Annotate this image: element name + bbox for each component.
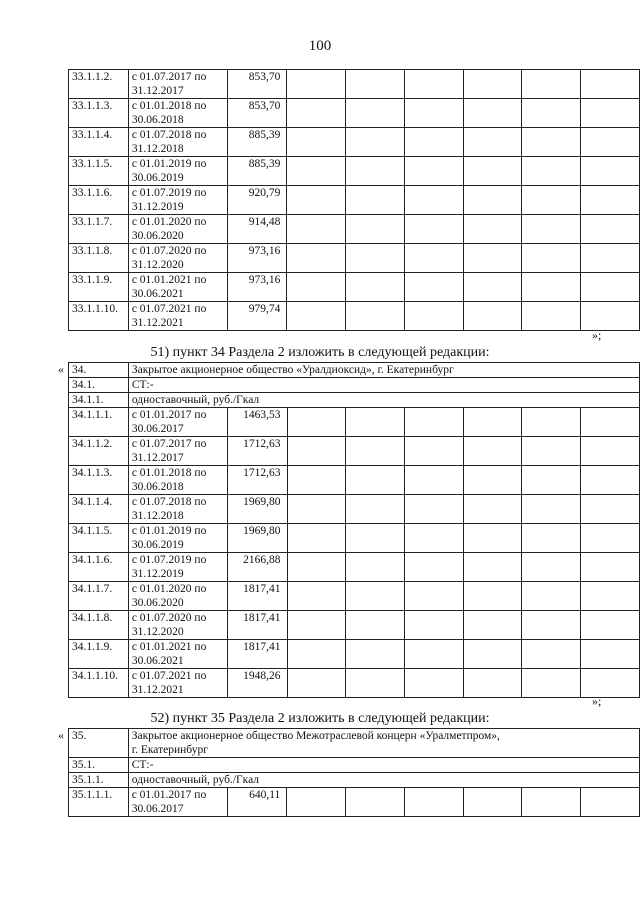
- row-period: [128, 408, 227, 437]
- tariff-code: 34.1.1.: [69, 393, 129, 408]
- empty-cell: [522, 582, 581, 611]
- close-quote: »;: [592, 328, 602, 342]
- empty-cell: [463, 128, 522, 157]
- empty-cell: [287, 466, 346, 495]
- empty-cell: [404, 157, 463, 186]
- empty-cell: [404, 273, 463, 302]
- empty-cell: [581, 128, 640, 157]
- empty-cell: [287, 99, 346, 128]
- row-code: 34.1.1.4.: [69, 495, 129, 524]
- table-row: [69, 466, 640, 495]
- empty-cell: [581, 408, 640, 437]
- row-period: [128, 186, 227, 215]
- row-period: [128, 582, 227, 611]
- empty-cell: [287, 553, 346, 582]
- row-code: 34.1.1.10.: [69, 669, 129, 698]
- empty-cell: [346, 157, 405, 186]
- row-period: [128, 611, 227, 640]
- row-period: [128, 99, 227, 128]
- row-code: 34.1.1.2.: [69, 437, 129, 466]
- empty-cell: [404, 70, 463, 99]
- empty-cell: [287, 640, 346, 669]
- row-code: 34.1.1.6.: [69, 553, 129, 582]
- period-end: 31.12.2019: [131, 568, 184, 580]
- row-code: 33.1.1.6.: [69, 186, 129, 215]
- row-value: 1463,53: [227, 408, 287, 437]
- empty-cell: [581, 302, 640, 331]
- empty-cell: [581, 273, 640, 302]
- empty-cell: [346, 553, 405, 582]
- period-start: с 01.01.2020 по: [131, 583, 207, 595]
- period-start: с 01.01.2017 по: [131, 789, 207, 801]
- table-row: [69, 128, 640, 157]
- row-value: 853,70: [227, 70, 287, 99]
- empty-cell: [404, 788, 463, 817]
- empty-cell: [405, 611, 464, 640]
- empty-cell: [463, 553, 522, 582]
- empty-cell: [287, 495, 346, 524]
- empty-cell: [287, 215, 346, 244]
- empty-cell: [522, 128, 581, 157]
- empty-cell: [346, 302, 405, 331]
- empty-cell: [581, 215, 640, 244]
- period-start: с 01.01.2019 по: [131, 525, 207, 537]
- row-value: 914,48: [227, 215, 287, 244]
- table-row: [69, 553, 640, 582]
- period-end: 30.06.2020: [131, 230, 184, 242]
- empty-cell: [581, 186, 640, 215]
- empty-cell: [522, 437, 581, 466]
- period-end: 30.06.2020: [131, 597, 184, 609]
- empty-cell: [463, 244, 522, 273]
- org-name-line1: Закрытое акционерное общество Межотраслевой концерн «Уралметпром»,: [131, 730, 500, 742]
- period-start: с 01.07.2018 по: [131, 129, 207, 141]
- org-code: 34.: [69, 363, 129, 378]
- row-code: 33.1.1.3.: [69, 99, 129, 128]
- empty-cell: [522, 302, 581, 331]
- row-period: [128, 640, 227, 669]
- period-start: с 01.07.2020 по: [131, 245, 207, 257]
- empty-cell: [287, 128, 346, 157]
- table-row: [69, 157, 640, 186]
- empty-cell: [287, 582, 346, 611]
- empty-cell: [287, 244, 346, 273]
- row-code: 33.1.1.8.: [69, 244, 129, 273]
- table-row: [69, 215, 640, 244]
- row-code: 33.1.1.4.: [69, 128, 129, 157]
- empty-cell: [287, 437, 346, 466]
- period-end: 31.12.2020: [131, 259, 184, 271]
- empty-cell: [405, 466, 464, 495]
- empty-cell: [463, 273, 522, 302]
- period-end: 31.12.2018: [131, 510, 184, 522]
- row-code: 34.1.1.5.: [69, 524, 129, 553]
- org-name: Закрытое акционерное общество «Уралдиоксид», г. Екатеринбург: [128, 363, 639, 378]
- table-row: [69, 244, 640, 273]
- tariff-table-35: [68, 728, 640, 817]
- period-start: с 01.07.2019 по: [131, 187, 207, 199]
- org-row: [69, 363, 640, 378]
- empty-cell: [346, 788, 405, 817]
- empty-cell: [463, 611, 522, 640]
- empty-cell: [463, 437, 522, 466]
- empty-cell: [404, 99, 463, 128]
- row-value: 920,79: [227, 186, 287, 215]
- period-end: 31.12.2020: [131, 626, 184, 638]
- row-value: 1817,41: [227, 611, 287, 640]
- tariff-label: одноставочный, руб./Гкал: [128, 393, 639, 408]
- row-code: 33.1.1.7.: [69, 215, 129, 244]
- empty-cell: [581, 669, 640, 698]
- empty-cell: [346, 466, 405, 495]
- row-code: 33.1.1.2.: [69, 70, 129, 99]
- empty-cell: [522, 524, 581, 553]
- empty-cell: [581, 99, 640, 128]
- table-row: [69, 302, 640, 331]
- row-code: 35.1.1.1.: [69, 788, 129, 817]
- row-period: [128, 128, 227, 157]
- row-value: 979,74: [227, 302, 287, 331]
- table-row: [69, 437, 640, 466]
- row-value: 853,70: [227, 99, 287, 128]
- row-period: [128, 244, 227, 273]
- period-end: 31.12.2017: [131, 452, 184, 464]
- empty-cell: [522, 215, 581, 244]
- empty-cell: [346, 99, 405, 128]
- sub-label: СТ:-: [128, 758, 639, 773]
- empty-cell: [522, 788, 581, 817]
- period-start: с 01.01.2019 по: [131, 158, 207, 170]
- table-row: [69, 669, 640, 698]
- empty-cell: [463, 186, 522, 215]
- table-row: [69, 611, 640, 640]
- heading-item-52: 52) пункт 35 Раздела 2 изложить в следующей редакции:: [150, 711, 490, 726]
- empty-cell: [346, 273, 405, 302]
- empty-cell: [522, 186, 581, 215]
- empty-cell: [581, 495, 640, 524]
- empty-cell: [522, 640, 581, 669]
- empty-cell: [522, 611, 581, 640]
- empty-cell: [581, 70, 640, 99]
- period-end: 31.12.2018: [131, 143, 184, 155]
- period-end: 30.06.2021: [131, 655, 184, 667]
- row-code: 34.1.1.7.: [69, 582, 129, 611]
- period-end: 30.06.2021: [131, 288, 184, 300]
- empty-cell: [463, 466, 522, 495]
- tariff-code: 35.1.1.: [69, 773, 129, 788]
- table-row: [69, 788, 640, 817]
- empty-cell: [346, 215, 405, 244]
- tariff-table-33: [68, 69, 640, 331]
- empty-cell: [287, 611, 346, 640]
- row-value: 973,16: [227, 273, 287, 302]
- row-code: 33.1.1.10.: [69, 302, 129, 331]
- period-start: с 01.01.2021 по: [131, 274, 207, 286]
- tariff-table-34: [68, 362, 640, 698]
- empty-cell: [581, 466, 640, 495]
- period-end: 31.12.2021: [131, 317, 184, 329]
- row-period: [128, 70, 227, 99]
- period-end: 30.06.2019: [131, 539, 184, 551]
- empty-cell: [287, 524, 346, 553]
- empty-cell: [405, 524, 464, 553]
- sub-row: [69, 378, 640, 393]
- empty-cell: [346, 128, 405, 157]
- empty-cell: [522, 466, 581, 495]
- empty-cell: [463, 640, 522, 669]
- heading-item-51: 51) пункт 34 Раздела 2 изложить в следующей редакции:: [150, 345, 490, 360]
- row-value: 1969,80: [227, 495, 287, 524]
- row-value: 973,16: [227, 244, 287, 273]
- empty-cell: [581, 553, 640, 582]
- org-name: [128, 729, 639, 758]
- empty-cell: [404, 215, 463, 244]
- period-start: с 01.07.2017 по: [131, 438, 207, 450]
- period-end: 30.06.2017: [131, 423, 184, 435]
- empty-cell: [405, 553, 464, 582]
- empty-cell: [287, 408, 346, 437]
- sub-row: [69, 758, 640, 773]
- row-value: 1817,41: [227, 640, 287, 669]
- empty-cell: [522, 408, 581, 437]
- empty-cell: [405, 437, 464, 466]
- table-row: [69, 70, 640, 99]
- row-period: [128, 302, 227, 331]
- period-start: с 01.01.2021 по: [131, 641, 207, 653]
- empty-cell: [287, 186, 346, 215]
- row-code: 34.1.1.3.: [69, 466, 129, 495]
- row-value: 885,39: [227, 128, 287, 157]
- table-row: [69, 99, 640, 128]
- sub-code: 35.1.: [69, 758, 129, 773]
- tariff-type-row: [69, 393, 640, 408]
- org-name-line2: г. Екатеринбург: [131, 744, 208, 756]
- empty-cell: [522, 669, 581, 698]
- period-end: 30.06.2018: [131, 114, 184, 126]
- empty-cell: [287, 70, 346, 99]
- tariff-label: одноставочный, руб./Гкал: [128, 773, 639, 788]
- empty-cell: [463, 669, 522, 698]
- period-end: 31.12.2021: [131, 684, 184, 696]
- empty-cell: [405, 408, 464, 437]
- empty-cell: [522, 273, 581, 302]
- empty-cell: [581, 437, 640, 466]
- period-start: с 01.07.2018 по: [131, 496, 207, 508]
- row-period: [128, 466, 227, 495]
- row-value: 1712,63: [227, 437, 287, 466]
- period-end: 31.12.2019: [131, 201, 184, 213]
- table-row: [69, 640, 640, 669]
- table-row: [69, 524, 640, 553]
- row-code: 34.1.1.8.: [69, 611, 129, 640]
- period-start: с 01.01.2018 по: [131, 100, 207, 112]
- period-start: с 01.01.2018 по: [131, 467, 207, 479]
- empty-cell: [581, 524, 640, 553]
- row-value: 1969,80: [227, 524, 287, 553]
- row-value: 1948,26: [227, 669, 287, 698]
- empty-cell: [463, 215, 522, 244]
- row-period: [128, 788, 227, 817]
- empty-cell: [346, 640, 405, 669]
- tariff-type-row: [69, 773, 640, 788]
- row-value: 2166,88: [227, 553, 287, 582]
- empty-cell: [346, 495, 405, 524]
- table-row: [69, 186, 640, 215]
- empty-cell: [287, 788, 346, 817]
- empty-cell: [463, 70, 522, 99]
- empty-cell: [522, 70, 581, 99]
- empty-cell: [404, 128, 463, 157]
- empty-cell: [405, 582, 464, 611]
- period-end: 31.12.2017: [131, 85, 184, 97]
- period-start: с 01.07.2019 по: [131, 554, 207, 566]
- empty-cell: [405, 669, 464, 698]
- row-code: 34.1.1.1.: [69, 408, 129, 437]
- period-start: с 01.07.2021 по: [131, 303, 207, 315]
- period-start: с 01.01.2017 по: [131, 409, 207, 421]
- empty-cell: [346, 524, 405, 553]
- empty-cell: [522, 553, 581, 582]
- row-value: 1712,63: [227, 466, 287, 495]
- empty-cell: [581, 582, 640, 611]
- row-code: 33.1.1.5.: [69, 157, 129, 186]
- row-value: 1817,41: [227, 582, 287, 611]
- empty-cell: [463, 408, 522, 437]
- empty-cell: [346, 437, 405, 466]
- empty-cell: [463, 157, 522, 186]
- period-start: с 01.07.2020 по: [131, 612, 207, 624]
- empty-cell: [346, 70, 405, 99]
- period-start: с 01.07.2017 по: [131, 71, 207, 83]
- empty-cell: [405, 640, 464, 669]
- close-quote: »;: [592, 694, 602, 708]
- open-quote: «: [58, 362, 64, 376]
- empty-cell: [463, 582, 522, 611]
- row-period: [128, 215, 227, 244]
- empty-cell: [287, 273, 346, 302]
- empty-cell: [581, 244, 640, 273]
- empty-cell: [522, 244, 581, 273]
- row-value: 885,39: [227, 157, 287, 186]
- empty-cell: [287, 157, 346, 186]
- row-period: [128, 437, 227, 466]
- empty-cell: [463, 302, 522, 331]
- empty-cell: [463, 524, 522, 553]
- sub-label: СТ:-: [128, 378, 639, 393]
- empty-cell: [346, 582, 405, 611]
- page-number: 100: [308, 38, 332, 54]
- period-end: 30.06.2017: [131, 803, 184, 815]
- org-code: 35.: [69, 729, 129, 758]
- table-row: [69, 582, 640, 611]
- empty-cell: [581, 788, 640, 817]
- empty-cell: [522, 495, 581, 524]
- empty-cell: [346, 669, 405, 698]
- row-code: 33.1.1.9.: [69, 273, 129, 302]
- empty-cell: [581, 611, 640, 640]
- org-row: [69, 729, 640, 758]
- open-quote: «: [58, 728, 64, 742]
- empty-cell: [287, 302, 346, 331]
- row-value: 640,11: [227, 788, 287, 817]
- empty-cell: [404, 244, 463, 273]
- empty-cell: [404, 186, 463, 215]
- period-end: 30.06.2019: [131, 172, 184, 184]
- empty-cell: [405, 495, 464, 524]
- sub-code: 34.1.: [69, 378, 129, 393]
- period-end: 30.06.2018: [131, 481, 184, 493]
- period-start: с 01.07.2021 по: [131, 670, 207, 682]
- row-period: [128, 273, 227, 302]
- empty-cell: [346, 611, 405, 640]
- empty-cell: [346, 186, 405, 215]
- row-period: [128, 157, 227, 186]
- empty-cell: [463, 495, 522, 524]
- row-period: [128, 495, 227, 524]
- row-code: 34.1.1.9.: [69, 640, 129, 669]
- row-period: [128, 553, 227, 582]
- period-start: с 01.01.2020 по: [131, 216, 207, 228]
- empty-cell: [463, 788, 522, 817]
- empty-cell: [404, 302, 463, 331]
- empty-cell: [463, 99, 522, 128]
- empty-cell: [346, 408, 405, 437]
- empty-cell: [346, 244, 405, 273]
- empty-cell: [522, 157, 581, 186]
- table-row: [69, 408, 640, 437]
- row-period: [128, 669, 227, 698]
- table-row: [69, 495, 640, 524]
- empty-cell: [287, 669, 346, 698]
- empty-cell: [581, 157, 640, 186]
- row-period: [128, 524, 227, 553]
- empty-cell: [581, 640, 640, 669]
- empty-cell: [522, 99, 581, 128]
- table-row: [69, 273, 640, 302]
